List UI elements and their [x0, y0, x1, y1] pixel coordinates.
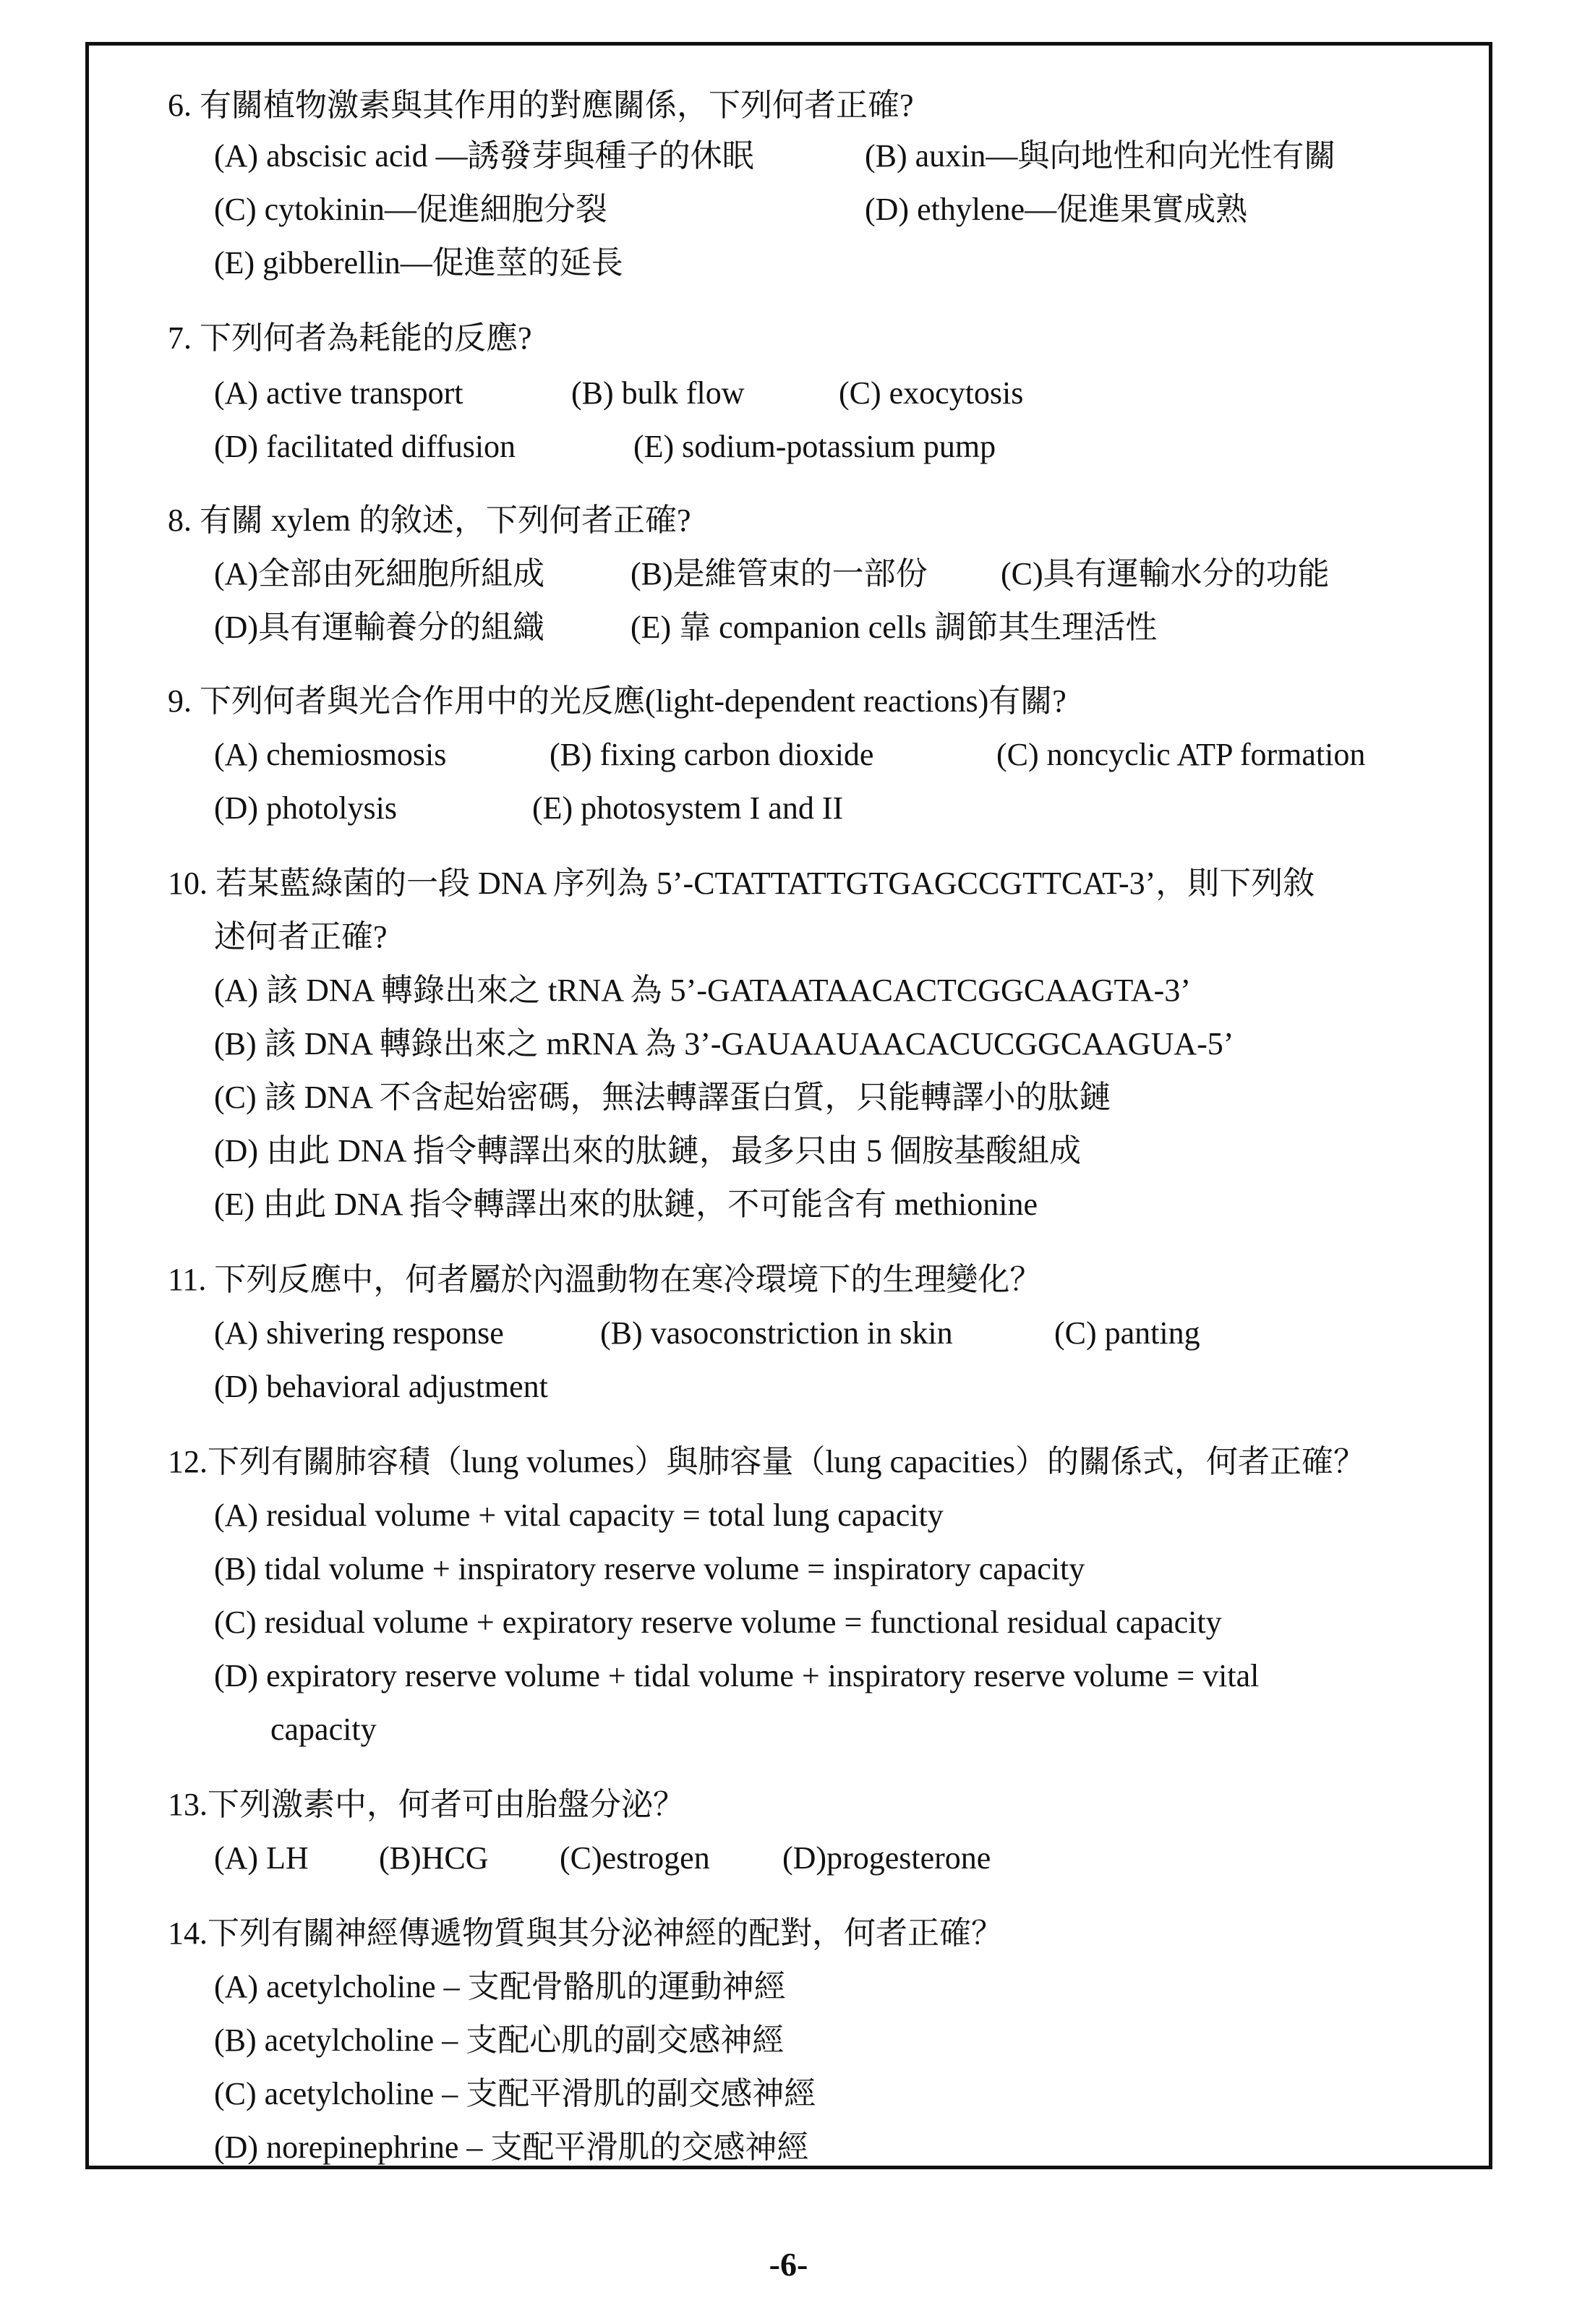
q7-option-d: (D) facilitated diffusion [214, 429, 516, 464]
question-7-stem: 7. 下列何者為耗能的反應? [168, 320, 532, 356]
page-number: -6- [769, 2246, 808, 2283]
q13-option-d: (D)progesterone [782, 1840, 991, 1876]
question-9-stem: 9. 下列何者與光合作用中的光反應(light-dependent reactions)有關? [168, 683, 1067, 719]
q10-option-a: (A) 該 DNA 轉錄出來之 tRNA 為 5’-GATAATAACACTCGGCAAGTA-3’ [214, 973, 1191, 1008]
q8-option-c: (C)具有運輸水分的功能 [1001, 556, 1330, 591]
question-8-stem: 8. 有關 xylem 的敘述，下列何者正確? [168, 503, 691, 538]
q12-option-a: (A) residual volume + vital capacity = total lung capacity [214, 1498, 944, 1533]
q14-option-b: (B) acetylcholine – 支配心肌的副交感神經 [214, 2022, 785, 2058]
q10-option-e: (E) 由此 DNA 指令轉譯出來的肽鏈，不可能含有 methionine [214, 1187, 1038, 1222]
q6-option-e: (E) gibberellin—促進莖的延長 [214, 245, 623, 281]
q10-option-c: (C) 該 DNA 不含起始密碼，無法轉譯蛋白質，只能轉譯小的肽鏈 [214, 1080, 1111, 1115]
question-14-stem: 14.下列有關神經傳遞物質與其分泌神經的配對，何者正確？ [168, 1915, 1003, 1951]
q8-option-e: (E) 靠 companion cells 調節其生理活性 [631, 610, 1158, 645]
q7-option-b: (B) bulk flow [571, 375, 745, 411]
q13-option-c: (C)estrogen [560, 1840, 710, 1876]
q12-option-d-cont: capacity [270, 1712, 377, 1747]
q8-option-b: (B)是維管束的一部份 [631, 556, 928, 591]
q7-option-c: (C) exocytosis [839, 375, 1024, 411]
q11-option-b: (B) vasoconstriction in skin [600, 1315, 953, 1351]
q11-option-d: (D) behavioral adjustment [214, 1369, 548, 1404]
q13-option-b: (B)HCG [379, 1840, 489, 1876]
q12-option-b: (B) tidal volume + inspiratory reserve volume = inspiratory capacity [214, 1551, 1085, 1586]
q8-option-a: (A)全部由死細胞所組成 [214, 556, 545, 591]
q12-option-c: (C) residual volume + expiratory reserve volume = functional residual capacity [214, 1605, 1222, 1640]
q6-option-b: (B) auxin—與向地性和向光性有關 [865, 138, 1336, 174]
q9-option-a: (A) chemiosmosis [214, 737, 447, 772]
q9-option-e: (E) photosystem I and II [532, 790, 844, 826]
q9-option-b: (B) fixing carbon dioxide [550, 737, 874, 772]
question-10-stem-cont: 述何者正確? [214, 919, 388, 954]
q14-option-a: (A) acetylcholine – 支配骨骼肌的運動神經 [214, 1969, 786, 2004]
q9-option-d: (D) photolysis [214, 790, 397, 826]
q6-option-a: (A) abscisic acid —誘發芽與種子的休眠 [214, 138, 754, 174]
question-6-stem: 6. 有關植物激素與其作用的對應關係，下列何者正確? [168, 87, 914, 123]
q8-option-d: (D)具有運輸養分的組織 [214, 610, 545, 645]
q7-option-a: (A) active transport [214, 375, 463, 411]
q10-option-d: (D) 由此 DNA 指令轉譯出來的肽鏈，最多只由 5 個胺基酸組成 [214, 1133, 1081, 1169]
question-10-stem: 10. 若某藍綠菌的一段 DNA 序列為 5’-CTATTATTGTGAGCCGTTCAT-3’，則下列敘 [168, 866, 1315, 901]
q14-option-d: (D) norepinephrine – 支配平滑肌的交感神經 [214, 2129, 809, 2165]
q10-option-b: (B) 該 DNA 轉錄出來之 mRNA 為 3’-GAUAAUAACACUCGGCAAGUA-5’ [214, 1026, 1234, 1061]
q9-option-c: (C) noncyclic ATP formation [996, 737, 1366, 772]
q12-option-d: (D) expiratory reserve volume + tidal volume + inspiratory reserve volume = vital [214, 1658, 1260, 1693]
q14-option-c: (C) acetylcholine – 支配平滑肌的副交感神經 [214, 2076, 816, 2111]
question-12-stem: 12.下列有關肺容積（lung volumes）與肺容量（lung capacities）的關係式，何者正確？ [168, 1444, 1365, 1479]
q11-option-c: (C) panting [1054, 1315, 1200, 1351]
q13-option-a: (A) LH [214, 1840, 309, 1876]
q7-option-e: (E) sodium-potassium pump [633, 429, 996, 464]
q11-option-a: (A) shivering response [214, 1315, 504, 1351]
q6-option-d: (D) ethylene—促進果實成熟 [865, 192, 1248, 227]
question-13-stem: 13.下列激素中，何者可由胎盤分泌？ [168, 1787, 685, 1822]
q6-option-c: (C) cytokinin—促進細胞分裂 [214, 192, 607, 227]
question-11-stem: 11. 下列反應中，何者屬於內溫動物在寒冷環境下的生理變化？ [168, 1262, 1042, 1297]
